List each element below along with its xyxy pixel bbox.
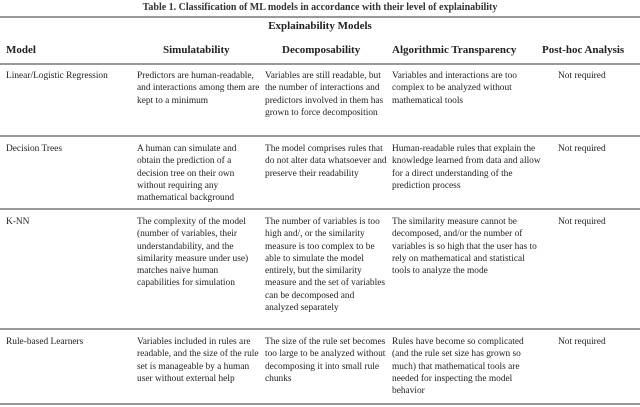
row-rule bbox=[0, 208, 640, 210]
row-rule bbox=[0, 328, 640, 330]
cell-model: Rule-based Learners bbox=[6, 337, 84, 347]
header-simulatability: Simulatability bbox=[163, 44, 230, 56]
header-decomposability: Decomposability bbox=[282, 44, 361, 56]
cell-model: K-NN bbox=[6, 217, 30, 227]
cell-algorithmic: Rules have become so complicated (and the rule set size has grown so much) that mathematical tools are needed for inspecting the model behavior bbox=[392, 337, 524, 397]
top-rule bbox=[0, 16, 640, 18]
bottom-rule bbox=[0, 403, 640, 405]
cell-simulatability: Variables included in rules are readable, and the size of the rule set is manageable by a human user without external help bbox=[137, 337, 259, 384]
cell-posthoc: Not required bbox=[558, 217, 606, 227]
cell-model: Decision Trees bbox=[6, 144, 62, 154]
cell-decomposability: The number of variables is too high and/, or the similarity measure is too complex to be able to simulate the model entirely, but the similarity measure and the set of variables can be decomposed and analyzed separately bbox=[265, 217, 386, 314]
cell-simulatability: Predictors are human-readable, and interactions among them are kept to a minimum bbox=[137, 71, 260, 106]
cell-algorithmic: The similarity measure cannot be decomposed, and/or the number of variables is so high that the user has to rely on mathematical and statistical tools to analyze the mode bbox=[392, 217, 537, 277]
cell-model: Linear/Logistic Regression bbox=[6, 71, 108, 81]
cell-posthoc: Not required bbox=[558, 144, 606, 154]
cell-decomposability: The size of the rule set becomes too large to be analyzed without decomposing it into small rule chunks bbox=[265, 337, 386, 384]
header-post-hoc-analysis: Post-hoc Analysis bbox=[542, 44, 625, 56]
cell-algorithmic: Variables and interactions are too complex to be analyzed without mathematical tools bbox=[392, 71, 517, 106]
cell-decomposability: The model comprises rules that do not alter data whatsoever and preserve their readability bbox=[265, 144, 387, 179]
header-rule bbox=[0, 63, 640, 65]
cell-posthoc: Not required bbox=[558, 337, 606, 347]
row-rule bbox=[0, 135, 640, 137]
cell-simulatability: A human can simulate and obtain the prediction of a decision tree on their own without requiring any mathematical background bbox=[137, 144, 237, 204]
cell-simulatability: The complexity of the model (number of variables, their understandability, and the similarity measure under use) matches naive human capabilities for simulation bbox=[137, 217, 249, 289]
group-header: Explainability Models bbox=[268, 20, 372, 32]
table-caption: Table 1. Classification of ML models in accordance with their level of explainability bbox=[142, 2, 498, 13]
cell-posthoc: Not required bbox=[558, 71, 606, 81]
cell-algorithmic: Human-readable rules that explain the knowledge learned from data and allow for a direct understanding of the prediction process bbox=[392, 144, 541, 191]
cell-decomposability: Variables are still readable, but the number of interactions and predictors involved in them has grown to force decomposition bbox=[265, 71, 384, 118]
header-model: Model bbox=[6, 44, 36, 56]
header-algorithmic-transparency: Algorithmic Transparency bbox=[392, 44, 517, 56]
